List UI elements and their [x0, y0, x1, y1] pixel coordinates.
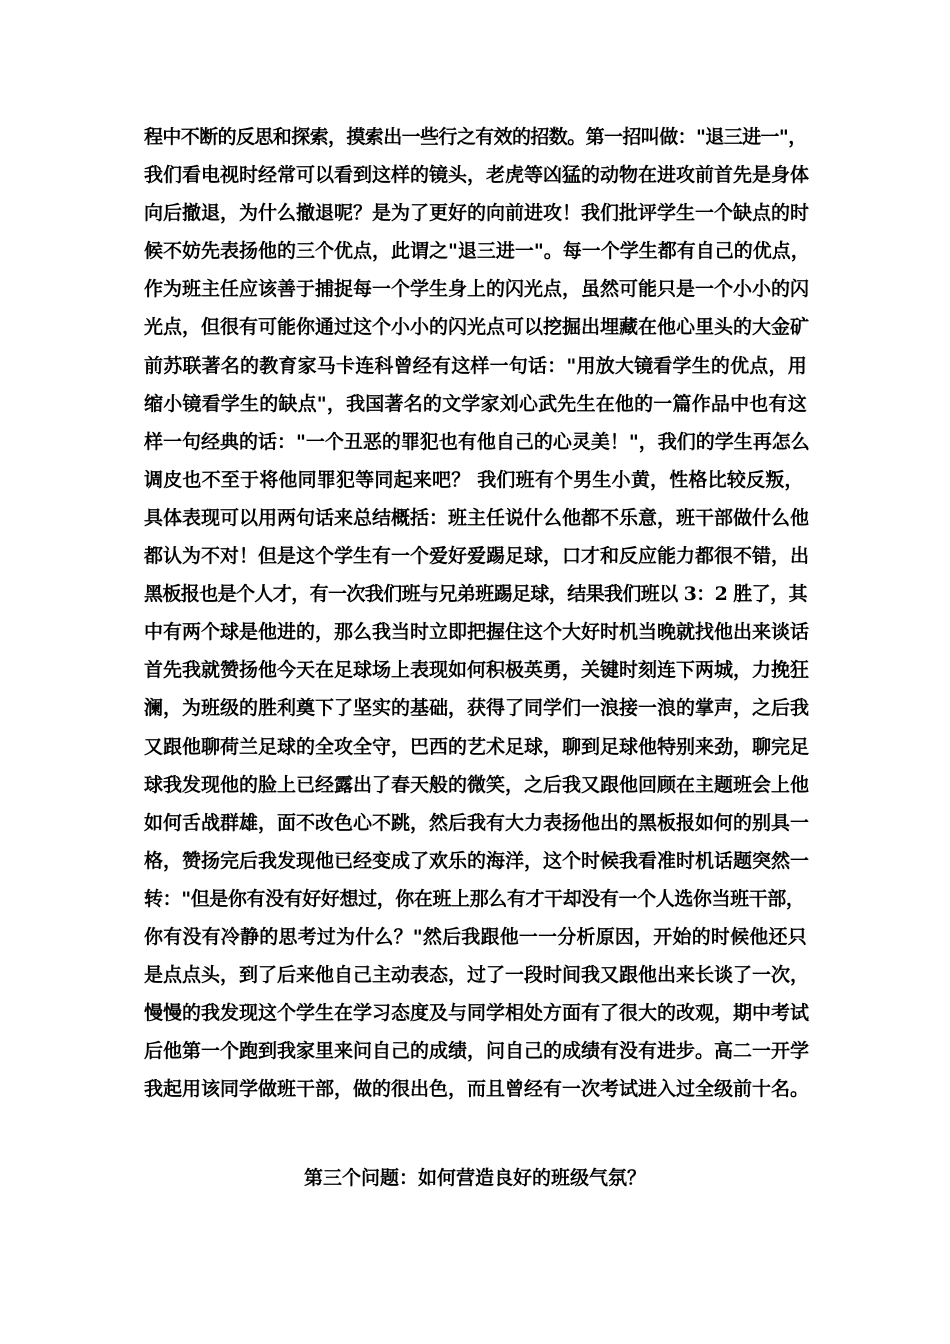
- text-line: 程中不断的反思和探索，摸索出一些行之有效的招数。第一招叫做："退三进一"，: [144, 126, 807, 148]
- text-line: 又跟他聊荷兰足球的全攻全守，巴西的艺术足球，聊到足球他特别来劲，聊完足: [144, 735, 810, 758]
- text-line: 作为班主任应该善于捕捉每一个学生身上的闪光点，虽然可能只是一个小小的闪: [144, 278, 810, 301]
- text-line: 具体表现可以用两句话来总结概括：班主任说什么他都不乐意，班干部做什么他: [144, 506, 810, 529]
- text-line: 光点，但很有可能你通过这个小小的闪光点可以挖掘出埋藏在他心里头的大金矿: [144, 316, 810, 339]
- text-line: 是点点头，到了后来他自己主动表态，过了一段时间我又跟他出来长谈了一次，: [144, 964, 810, 987]
- text-line: 中有两个球是他进的，那么我当时立即把握住这个大好时机当晚就找他出来谈话: [144, 621, 810, 644]
- text-line: 缩小镜看学生的缺点"，我国著名的文学家刘心武先生在他的一篇作品中也有这: [144, 392, 807, 415]
- text-line: 格，赞扬完后我发现他已经变成了欢乐的海洋，这个时候我看准时机话题突然一: [144, 849, 810, 872]
- text-line: 都认为不对！但是这个学生有一个爱好爱踢足球，口才和反应能力都很不错，出: [144, 545, 810, 568]
- text-line: 转："但是你有没有好好想过，你在班上那么有才干却没有一个人选你当班干部，: [144, 887, 805, 910]
- text-line: 样一句经典的话："一个丑恶的罪犯也有他自己的心灵美！"，我们的学生再怎么: [144, 430, 810, 453]
- text-line: 前苏联著名的教育家马卡连科曾经有这样一句话："用放大镜看学生的优点，用: [144, 354, 807, 377]
- body-paragraph: [144, 118, 810, 1108]
- text-line: 慢慢的我发现这个学生在学习态度及与同学相处方面有了很大的改观，期中考试: [144, 1002, 810, 1025]
- text-line: 后他第一个跑到我家里来问自己的成绩，问自己的成绩有没有进步。高二一开学: [144, 1040, 810, 1063]
- text-line: 球我发现他的脸上已经露出了春天般的微笑，之后我又跟他回顾在主题班会上他: [144, 773, 810, 796]
- text-line: 如何舌战群雄，面不改色心不跳，然后我有大力表扬他出的黑板报如何的别具一: [144, 811, 810, 834]
- text-line: 黑板报也是个人才，有一次我们班与兄弟班踢足球，结果我们班以 3：2 胜了，其: [144, 583, 807, 606]
- text-line: 首先我就赞扬他今天在足球场上表现如何积极英勇，关键时刻连下两城，力挽狂: [144, 659, 810, 682]
- section-heading: 第三个问题：如何营造良好的班级气氛？: [303, 1167, 646, 1189]
- text-line: 你有没有冷静的思考过为什么？"然后我跟他一一分析原因，开始的时候他还只: [144, 925, 807, 948]
- text-line: 调皮也不至于将他同罪犯等同起来吧？ 我们班有个男生小黄，性格比较反叛，: [144, 468, 804, 491]
- text-line: 我起用该同学做班干部，做的很出色，而且曾经有一次考试进入过全级前十名。: [144, 1078, 810, 1101]
- text-line: 向后撤退，为什么撤退呢？是为了更好的向前进攻！我们批评学生一个缺点的时: [144, 202, 810, 225]
- text-line: 我们看电视时经常可以看到这样的镜头，老虎等凶猛的动物在进攻前首先是身体: [144, 164, 810, 187]
- text-line: 澜，为班级的胜利奠下了坚实的基础，获得了同学们一浪接一浪的掌声，之后我: [144, 697, 810, 720]
- text-line: 候不妨先表扬他的三个优点，此谓之"退三进一"。每一个学生都有自己的优点，: [144, 240, 810, 263]
